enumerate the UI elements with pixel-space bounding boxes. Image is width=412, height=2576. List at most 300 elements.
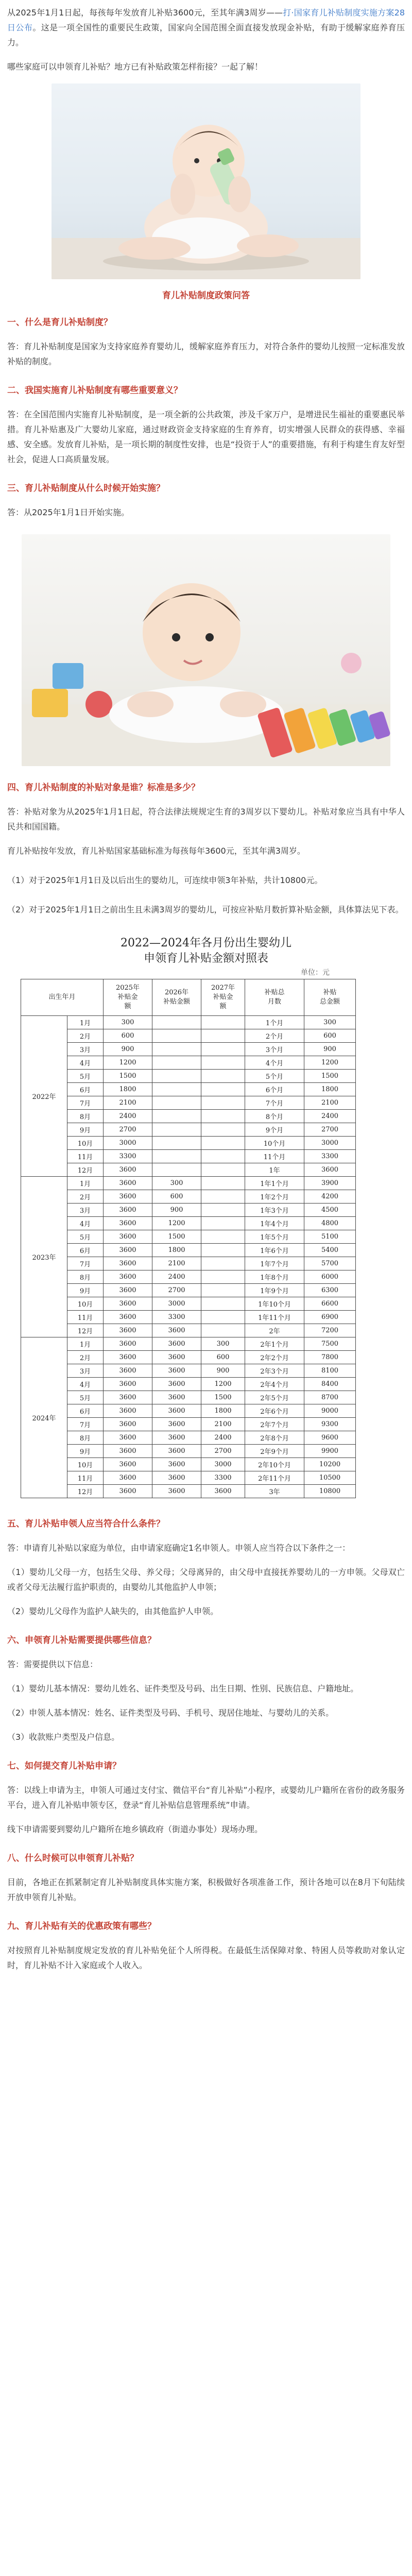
amount-2025-cell: 900	[104, 1043, 152, 1056]
month-cell: 12月	[67, 1163, 104, 1177]
amount-2025-cell: 3600	[104, 1284, 152, 1297]
section-6-para-2: （1）婴幼儿基本情况：婴幼儿姓名、证件类型及号码、出生日期、性别、民族信息、户籍地址。	[7, 1684, 359, 1693]
amount-2026-cell: 1800	[152, 1244, 201, 1257]
months-cell: 9个月	[245, 1123, 304, 1137]
amount-2025-cell: 1800	[104, 1083, 152, 1096]
month-cell: 12月	[67, 1324, 104, 1337]
row-spacer	[356, 1083, 392, 1096]
header-total: 补贴 总金额	[304, 979, 356, 1016]
month-cell: 5月	[67, 1391, 104, 1404]
amount-2026-cell: 3600	[152, 1351, 201, 1364]
year-2024-cell: 2024年	[21, 1337, 67, 1498]
months-cell: 2年6个月	[245, 1404, 304, 1418]
amount-2026-cell: 1200	[152, 1217, 201, 1230]
total-cell: 7500	[304, 1337, 356, 1351]
months-cell: 2年7个月	[245, 1418, 304, 1431]
table-row	[21, 1163, 392, 1177]
amount-2026-cell	[152, 1110, 201, 1123]
amount-2027-cell	[201, 1324, 245, 1337]
amount-2025-cell: 2400	[104, 1110, 152, 1123]
month-cell: 11月	[67, 1471, 104, 1485]
row-spacer	[356, 1163, 392, 1177]
amount-2027-cell: 300	[201, 1337, 245, 1351]
table-row	[21, 1137, 392, 1150]
amount-2026-cell: 600	[152, 1190, 201, 1204]
amount-2025-cell: 3600	[104, 1378, 152, 1391]
section-4-para-1: 答：补贴对象为从2025年1月1日起，符合法律法规规定生育的3周岁以下婴幼儿。补贴对象应当具有中华人民共和国国籍。	[7, 807, 405, 832]
total-cell: 10800	[304, 1485, 356, 1498]
months-cell: 2年1个月	[245, 1337, 304, 1351]
amount-2027-cell	[201, 1016, 245, 1029]
section-2-answer: 答：在全国范围内实施育儿补贴制度，是一项全新的公共政策，涉及千家万户，是增进民生福祉的重要惠民举措。育儿补贴惠及广大婴幼儿家庭，通过财政资金支持家庭的生育养育，切实增强人民群众的获得感、幸福感、安全感。发放育儿补贴，是一项长期的制度性安排，也是“投资于人”的重要措施，有利于构建生育友好型社会，促进人口高质量发展。	[7, 410, 405, 464]
table-header-row	[21, 979, 392, 1016]
row-spacer	[356, 1244, 392, 1257]
toddler-with-toys-illustration	[22, 534, 390, 766]
amount-2026-cell	[152, 1163, 201, 1177]
table-row	[21, 1458, 392, 1471]
section-6-para-3: （2）申领人基本情况：姓名、证件类型及号码、手机号、现居住地址、与婴幼儿的关系。	[7, 1708, 334, 1718]
row-spacer	[356, 1217, 392, 1230]
row-spacer	[356, 1230, 392, 1244]
table-row	[21, 1123, 392, 1137]
amount-2027-cell	[201, 1150, 245, 1163]
amount-2027-cell	[201, 1204, 245, 1217]
policy-link[interactable]: 打·国家育儿补贴制度实施方案28日公布	[7, 8, 405, 32]
month-cell: 3月	[67, 1204, 104, 1217]
header-2027: 2027年 补贴金 额	[201, 979, 245, 1016]
amount-2026-cell: 1500	[152, 1230, 201, 1244]
row-spacer	[356, 1257, 392, 1270]
month-cell: 4月	[67, 1217, 104, 1230]
row-spacer	[356, 1431, 392, 1445]
amount-2025-cell: 3600	[104, 1244, 152, 1257]
row-spacer	[356, 1123, 392, 1137]
section-2	[7, 383, 405, 467]
months-cell: 1年1个月	[245, 1177, 304, 1190]
row-spacer	[356, 1485, 392, 1498]
section-5-para-3: （2）婴幼儿父母作为监护人缺失的，由其他监护人申领。	[7, 1606, 219, 1616]
month-cell: 11月	[67, 1311, 104, 1324]
month-cell: 1月	[67, 1337, 104, 1351]
total-cell: 2400	[304, 1110, 356, 1123]
amount-2026-cell: 3600	[152, 1458, 201, 1471]
amount-2026-cell: 3000	[152, 1297, 201, 1311]
row-spacer	[356, 1150, 392, 1163]
table-row	[21, 1431, 392, 1445]
section-5	[7, 1517, 405, 1619]
month-cell: 2月	[67, 1190, 104, 1204]
table-title-line-2: 申领育儿补贴金额对照表	[143, 952, 268, 965]
month-cell: 7月	[67, 1257, 104, 1270]
amount-2025-cell: 3600	[104, 1404, 152, 1418]
amount-2025-cell: 2700	[104, 1123, 152, 1137]
qa-banner-title: 育儿补贴制度政策问答	[162, 291, 250, 301]
total-cell: 900	[304, 1043, 356, 1056]
amount-2025-cell: 3600	[104, 1391, 152, 1404]
total-cell: 1200	[304, 1056, 356, 1070]
months-cell: 3年	[245, 1485, 304, 1498]
section-7-para-2: 线下申请需要到婴幼儿户籍所在地乡镇政府（街道办事处）现场办理。	[7, 1824, 263, 1834]
amount-2025-cell: 3300	[104, 1150, 152, 1163]
table-row	[21, 1110, 392, 1123]
amount-2027-cell	[201, 1257, 245, 1270]
table-row	[21, 1230, 392, 1244]
section-9-question: 九、育儿补贴有关的优惠政策有哪些？	[7, 1921, 156, 1931]
question-line: 哪些家庭可以申领育儿补贴？地方已有补贴政策怎样衔接？一起了解！	[7, 62, 263, 72]
section-7-para-1: 答：以线上申请为主，申领人可通过支付宝、微信平台“育儿补贴”小程序，或婴幼儿户籍所在省份的政务服务平台，进入育儿补贴申领专区，登录“育儿补贴信息管理系统”申请。	[7, 1785, 405, 1810]
amount-2026-cell: 2400	[152, 1270, 201, 1284]
table-row	[21, 1471, 392, 1485]
amount-2025-cell: 3600	[104, 1458, 152, 1471]
amount-2027-cell: 1500	[201, 1391, 245, 1404]
table-row	[21, 1257, 392, 1270]
table-row	[21, 1270, 392, 1284]
row-spacer	[356, 1311, 392, 1324]
section-1-question: 一、什么是育儿补贴制度？	[7, 317, 112, 328]
months-cell: 1年3个月	[245, 1204, 304, 1217]
amount-2026-cell	[152, 1029, 201, 1043]
months-cell: 1年8个月	[245, 1270, 304, 1284]
months-cell: 2年5个月	[245, 1391, 304, 1404]
month-cell: 4月	[67, 1378, 104, 1391]
amount-2026-cell	[152, 1070, 201, 1083]
row-spacer	[356, 1270, 392, 1284]
amount-2025-cell: 3600	[104, 1204, 152, 1217]
amount-2027-cell: 2100	[201, 1418, 245, 1431]
amount-2026-cell: 3600	[152, 1471, 201, 1485]
row-spacer	[356, 1445, 392, 1458]
month-cell: 10月	[67, 1137, 104, 1150]
amount-2026-cell	[152, 1137, 201, 1150]
row-spacer	[356, 1190, 392, 1204]
amount-2026-cell	[152, 1056, 201, 1070]
total-cell: 2100	[304, 1096, 356, 1110]
row-spacer	[356, 1337, 392, 1351]
amount-2027-cell	[201, 1070, 245, 1083]
section-3	[7, 481, 405, 520]
total-cell: 3600	[304, 1163, 356, 1177]
table-row	[21, 1284, 392, 1297]
row-spacer	[356, 1471, 392, 1485]
amount-2025-cell: 3600	[104, 1351, 152, 1364]
table-row	[21, 1204, 392, 1217]
months-cell: 1年11个月	[245, 1311, 304, 1324]
amount-2026-cell	[152, 1096, 201, 1110]
amount-2026-cell: 3600	[152, 1378, 201, 1391]
table-row	[21, 1190, 392, 1204]
amount-2025-cell: 2100	[104, 1096, 152, 1110]
month-cell: 8月	[67, 1110, 104, 1123]
table-row	[21, 1445, 392, 1458]
total-cell: 9600	[304, 1431, 356, 1445]
total-cell: 10200	[304, 1458, 356, 1471]
month-cell: 3月	[67, 1364, 104, 1378]
total-cell: 6300	[304, 1284, 356, 1297]
row-spacer	[356, 1043, 392, 1056]
months-cell: 4个月	[245, 1056, 304, 1070]
table-unit: 单位：元	[301, 969, 330, 977]
amount-2026-cell	[152, 1043, 201, 1056]
total-cell: 1500	[304, 1070, 356, 1083]
amount-2025-cell: 3600	[104, 1445, 152, 1458]
total-cell: 8700	[304, 1391, 356, 1404]
row-spacer	[356, 1177, 392, 1190]
row-spacer	[356, 1137, 392, 1150]
month-cell: 1月	[67, 1177, 104, 1190]
amount-2027-cell: 3300	[201, 1471, 245, 1485]
amount-2027-cell	[201, 1029, 245, 1043]
total-cell: 5100	[304, 1230, 356, 1244]
months-cell: 7个月	[245, 1096, 304, 1110]
amount-2027-cell	[201, 1177, 245, 1190]
amount-2026-cell: 3600	[152, 1418, 201, 1431]
amount-2025-cell: 3600	[104, 1311, 152, 1324]
total-cell: 3900	[304, 1177, 356, 1190]
months-cell: 6个月	[245, 1083, 304, 1096]
month-cell: 7月	[67, 1096, 104, 1110]
row-spacer	[356, 1458, 392, 1471]
amount-2026-cell: 3600	[152, 1445, 201, 1458]
amount-2025-cell: 3600	[104, 1257, 152, 1270]
amount-2027-cell	[201, 1230, 245, 1244]
amount-2027-cell	[201, 1244, 245, 1257]
amount-2026-cell: 3600	[152, 1324, 201, 1337]
amount-2026-cell: 3600	[152, 1364, 201, 1378]
total-cell: 5700	[304, 1257, 356, 1270]
months-cell: 2年4个月	[245, 1378, 304, 1391]
table-row	[21, 1177, 392, 1190]
amount-2025-cell: 3600	[104, 1190, 152, 1204]
amount-2026-cell	[152, 1016, 201, 1029]
amount-2025-cell: 3600	[104, 1337, 152, 1351]
row-spacer	[356, 1029, 392, 1043]
section-8-question: 八、什么时候可以申领育儿补贴？	[7, 1853, 139, 1863]
section-4	[7, 781, 405, 917]
month-cell: 12月	[67, 1485, 104, 1498]
amount-2025-cell: 1200	[104, 1056, 152, 1070]
total-cell: 7200	[304, 1324, 356, 1337]
row-spacer	[356, 1378, 392, 1391]
amount-2026-cell: 3600	[152, 1337, 201, 1351]
month-cell: 9月	[67, 1123, 104, 1137]
intro-paragraph	[7, 0, 405, 50]
amount-2027-cell	[201, 1284, 245, 1297]
months-cell: 11个月	[245, 1150, 304, 1163]
amount-2025-cell: 3600	[104, 1217, 152, 1230]
row-spacer	[356, 1324, 392, 1337]
amount-2027-cell: 900	[201, 1364, 245, 1378]
baby-with-bottle-photo	[52, 83, 360, 279]
amount-2025-cell: 300	[104, 1016, 152, 1029]
table-row	[21, 1016, 392, 1029]
months-cell: 2年11个月	[245, 1471, 304, 1485]
month-cell: 6月	[67, 1404, 104, 1418]
months-cell: 2年2个月	[245, 1351, 304, 1364]
amount-2027-cell	[201, 1083, 245, 1096]
month-cell: 10月	[67, 1297, 104, 1311]
total-cell: 5400	[304, 1244, 356, 1257]
intro-text-before: 从2025年1月1日起，每孩每年发放育儿补贴3600元，至其年满3周岁——	[7, 8, 283, 18]
amount-2026-cell: 2700	[152, 1284, 201, 1297]
year-2022-cell: 2022年	[21, 1016, 67, 1177]
section-3-answer: 答：从2025年1月1日开始实施。	[7, 507, 130, 517]
months-cell: 2年3个月	[245, 1364, 304, 1378]
amount-2025-cell: 3600	[104, 1364, 152, 1378]
header-2025: 2025年 补贴金 额	[104, 979, 152, 1016]
table-row	[21, 1351, 392, 1364]
subsidy-table-section	[21, 936, 391, 1498]
table-row	[21, 1391, 392, 1404]
section-6-para-4: （3）收款账户类型及户信息。	[7, 1732, 120, 1742]
amount-2027-cell	[201, 1270, 245, 1284]
row-spacer	[356, 1016, 392, 1029]
header-2026: 2026年 补贴金额	[152, 979, 201, 1016]
row-spacer	[356, 1297, 392, 1311]
amount-2027-cell: 1200	[201, 1378, 245, 1391]
month-cell: 7月	[67, 1418, 104, 1431]
amount-2026-cell: 2100	[152, 1257, 201, 1270]
amount-2026-cell: 3300	[152, 1311, 201, 1324]
table-row	[21, 1217, 392, 1230]
months-cell: 2个月	[245, 1029, 304, 1043]
month-cell: 2月	[67, 1351, 104, 1364]
total-cell: 3000	[304, 1137, 356, 1150]
amount-2027-cell	[201, 1043, 245, 1056]
month-cell: 1月	[67, 1016, 104, 1029]
amount-2026-cell: 900	[152, 1204, 201, 1217]
total-cell: 6600	[304, 1297, 356, 1311]
table-row	[21, 1324, 392, 1337]
amount-2027-cell: 1800	[201, 1404, 245, 1418]
row-spacer	[356, 1110, 392, 1123]
section-4-question: 四、育儿补贴制度的补贴对象是谁？标准是多少？	[7, 783, 200, 793]
total-cell: 9900	[304, 1445, 356, 1458]
section-5-question: 五、育儿补贴申领人应当符合什么条件？	[7, 1519, 165, 1529]
row-spacer	[356, 1204, 392, 1217]
amount-2027-cell	[201, 1110, 245, 1123]
row-spacer	[356, 1391, 392, 1404]
row-spacer	[356, 1364, 392, 1378]
month-cell: 3月	[67, 1043, 104, 1056]
table-row	[21, 1056, 392, 1070]
year-2023-cell: 2023年	[21, 1177, 67, 1337]
month-cell: 9月	[67, 1284, 104, 1297]
amount-2027-cell	[201, 1297, 245, 1311]
amount-2025-cell: 3600	[104, 1431, 152, 1445]
total-cell: 6000	[304, 1270, 356, 1284]
row-spacer	[356, 1056, 392, 1070]
amount-2025-cell: 3000	[104, 1137, 152, 1150]
total-cell: 4800	[304, 1217, 356, 1230]
month-cell: 6月	[67, 1083, 104, 1096]
section-5-para-2: （1）婴幼儿父母一方，包括生父母、养父母；父母离异的，由父母中直接抚养婴幼儿的一方申领。父母双亡或者父母无法履行监护职责的，由婴幼儿其他监护人申领；	[7, 1567, 405, 1592]
table-row	[21, 1096, 392, 1110]
section-9-para-1: 对按照育儿补贴制度规定发放的育儿补贴免征个人所得税。在最低生活保障对象、特困人员等救助对象认定时，育儿补贴不计入家庭或个人收入。	[7, 1945, 405, 1970]
months-cell: 3个月	[245, 1043, 304, 1056]
row-spacer	[356, 1418, 392, 1431]
amount-2025-cell: 3600	[104, 1177, 152, 1190]
toddler-with-toys-photo	[22, 534, 390, 766]
total-cell: 6900	[304, 1311, 356, 1324]
total-cell: 3300	[304, 1150, 356, 1163]
section-9	[7, 1919, 405, 1973]
amount-2027-cell	[201, 1137, 245, 1150]
amount-2025-cell: 600	[104, 1029, 152, 1043]
months-cell: 5个月	[245, 1070, 304, 1083]
amount-2027-cell: 3600	[201, 1485, 245, 1498]
section-8	[7, 1851, 405, 1905]
month-cell: 10月	[67, 1458, 104, 1471]
section-3-question: 三、育儿补贴制度从什么时候开始实施？	[7, 483, 165, 494]
months-cell: 1年10个月	[245, 1297, 304, 1311]
section-2-question: 二、我国实施育儿补贴制度有哪些重要意义？	[7, 385, 182, 396]
section-6	[7, 1633, 405, 1744]
total-cell: 8100	[304, 1364, 356, 1378]
amount-2025-cell: 3600	[104, 1485, 152, 1498]
section-7-question: 七、如何提交育儿补贴申请？	[7, 1761, 121, 1771]
section-6-para-1: 答：需要提供以下信息：	[7, 1659, 98, 1669]
amount-2025-cell: 3600	[104, 1230, 152, 1244]
months-cell: 1年9个月	[245, 1284, 304, 1297]
section-7	[7, 1759, 405, 1837]
table-row	[21, 1297, 392, 1311]
amount-2027-cell	[201, 1190, 245, 1204]
total-cell: 8400	[304, 1378, 356, 1391]
month-cell: 9月	[67, 1445, 104, 1458]
row-spacer	[356, 1070, 392, 1083]
subsidy-table	[21, 979, 392, 1498]
months-cell: 1年5个月	[245, 1230, 304, 1244]
table-row	[21, 1364, 392, 1378]
amount-2027-cell	[201, 1096, 245, 1110]
amount-2026-cell: 3600	[152, 1391, 201, 1404]
amount-2026-cell	[152, 1083, 201, 1096]
amount-2027-cell	[201, 1217, 245, 1230]
intro-text-after: 。这是一项全国性的重要民生政策，国家向全国范围全面直接发放现金补贴，有助于缓解家庭养育压力。	[7, 23, 405, 47]
total-cell: 4500	[304, 1204, 356, 1217]
month-cell: 8月	[67, 1431, 104, 1445]
month-cell: 5月	[67, 1070, 104, 1083]
baby-with-bottle-illustration	[52, 83, 360, 279]
section-6-question: 六、申领育儿补贴需要提供哪些信息？	[7, 1635, 156, 1646]
total-cell: 7800	[304, 1351, 356, 1364]
months-cell: 2年9个月	[245, 1445, 304, 1458]
amount-2026-cell: 3600	[152, 1431, 201, 1445]
months-cell: 2年10个月	[245, 1458, 304, 1471]
months-cell: 1年	[245, 1163, 304, 1177]
section-1	[7, 315, 405, 369]
section-8-para-1: 目前，各地正在抓紧制定育儿补贴制度具体实施方案，积极做好各项准备工作，预计各地可以在8月下旬陆续开放申领育儿补贴。	[7, 1877, 405, 1902]
months-cell: 1年7个月	[245, 1257, 304, 1270]
month-cell: 6月	[67, 1244, 104, 1257]
months-cell: 10个月	[245, 1137, 304, 1150]
table-title-line-1: 2022—2024年各月份出生婴幼儿	[121, 937, 291, 950]
amount-2025-cell: 1500	[104, 1070, 152, 1083]
table-row	[21, 1244, 392, 1257]
months-cell: 1年4个月	[245, 1217, 304, 1230]
table-row	[21, 1485, 392, 1498]
amount-2026-cell: 300	[152, 1177, 201, 1190]
months-cell: 1年6个月	[245, 1244, 304, 1257]
amount-2027-cell	[201, 1123, 245, 1137]
table-row	[21, 1150, 392, 1163]
total-cell: 2700	[304, 1123, 356, 1137]
amount-2027-cell	[201, 1163, 245, 1177]
month-cell: 2月	[67, 1029, 104, 1043]
table-row	[21, 1311, 392, 1324]
section-4-para-2: 育儿补贴按年发放，育儿补贴国家基础标准为每孩每年3600元，至其年满3周岁。	[7, 846, 305, 856]
table-row	[21, 1029, 392, 1043]
